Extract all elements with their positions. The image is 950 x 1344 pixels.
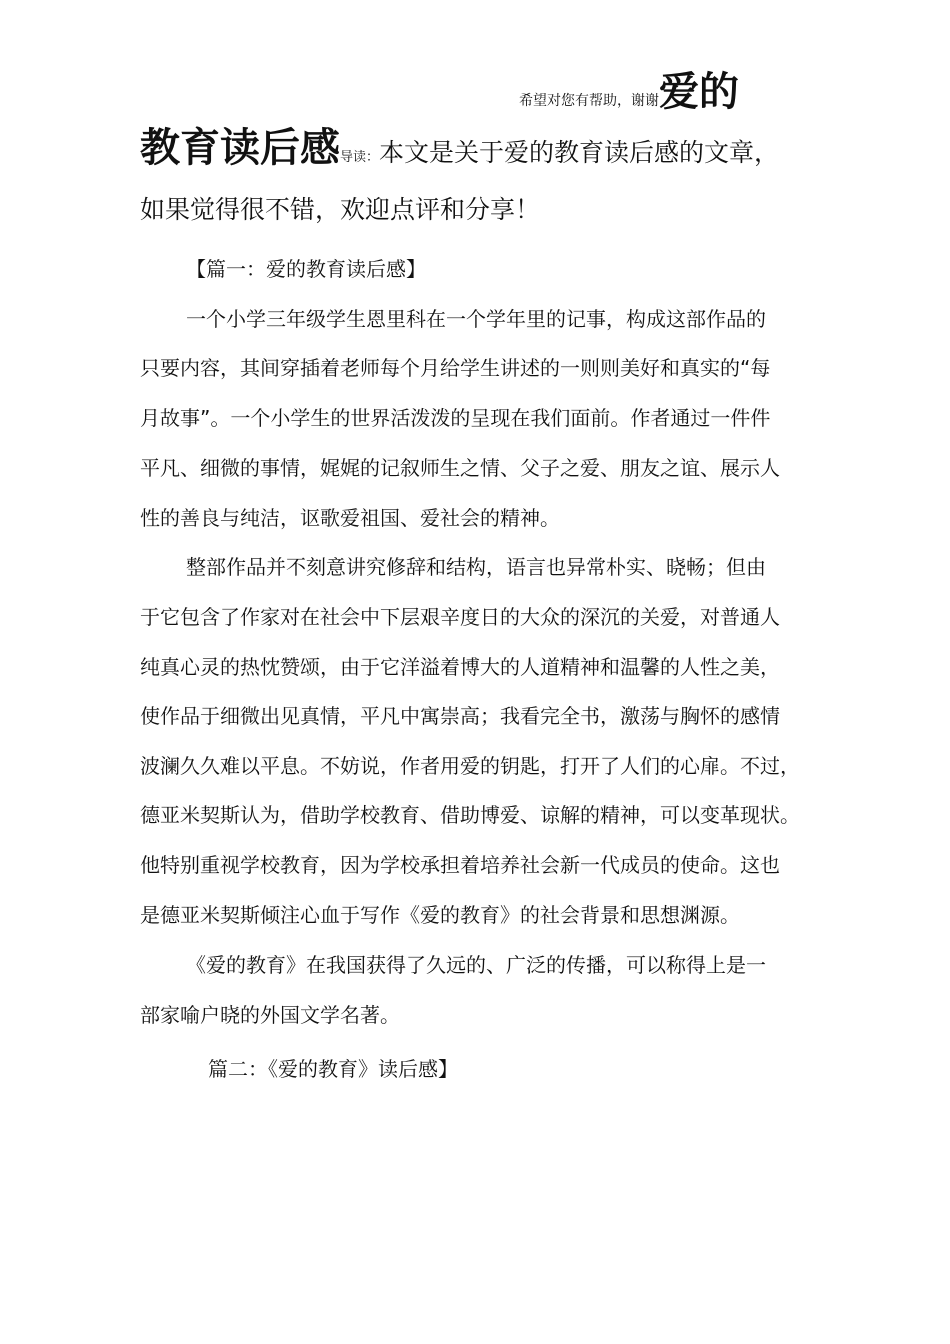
paragraph-line: 他特别重视学校教育，因为学校承担着培养社会新一代成员的使命。这也 xyxy=(140,853,780,877)
paragraph-line: 德亚米契斯认为，借助学校教育、借助博爱、谅解的精神，可以变革现状。 xyxy=(140,803,800,827)
paragraph-line: 《爱的教育》在我国获得了久远的、广泛的传播，可以称得上是一 xyxy=(186,953,766,977)
section1-heading: 【篇一：爱的教育读后感】 xyxy=(186,257,426,281)
header-line xyxy=(519,70,739,114)
intro-line2: 如果觉得很不错，欢迎点评和分享！ xyxy=(140,195,541,224)
paragraph-line: 平凡、细微的事情，娓娓的记叙师生之情、父子之爱、朋友之谊、展示人 xyxy=(140,456,780,480)
paragraph-line: 一个小学三年级学生恩里科在一个学年里的记事，构成这部作品的 xyxy=(186,307,766,331)
intro-line1: 本文是关于爱的教育读后感的文章， xyxy=(379,138,780,167)
paragraph-line: 部家喻户晓的外国文学名著。 xyxy=(140,1003,400,1027)
paragraph-line: 波澜久久难以平息。不妨说，作者用爱的钥匙，打开了人们的心扉。不过， xyxy=(140,754,800,778)
title-part2: 教育读后感 xyxy=(140,125,340,171)
paragraph-line: 于它包含了作家对在社会中下层艰辛度日的大众的深沉的关爱，对普通人 xyxy=(140,605,780,629)
paragraph-line: 使作品于细微出见真情，平凡中寓崇高；我看完全书，激荡与胸怀的感情 xyxy=(140,704,780,728)
title-line xyxy=(140,126,779,170)
title-part1: 爱的 xyxy=(659,69,739,115)
section2-heading: 篇二：《爱的教育》读后感】 xyxy=(208,1057,458,1081)
intro-label: 导读： xyxy=(340,150,380,165)
paragraph-line: 纯真心灵的热忱赞颂，由于它洋溢着博大的人道精神和温馨的人性之美， xyxy=(140,655,780,679)
paragraph-line: 只要内容，其间穿插着老师每个月给学生讲述的一则则美好和真实的“每 xyxy=(140,356,771,380)
paragraph-line: 月故事”。一个小学生的世界活泼泼的呈现在我们面前。作者通过一件件 xyxy=(140,406,771,430)
paragraph-line: 是德亚米契斯倾注心血于写作《爱的教育》的社会背景和思想渊源。 xyxy=(140,903,740,927)
paragraph-line: 性的善良与纯洁，讴歌爱祖国、爱社会的精神。 xyxy=(140,506,560,530)
paragraph-line: 整部作品并不刻意讲究修辞和结构，语言也异常朴实、晓畅；但由 xyxy=(186,555,766,579)
header-note: 希望对您有帮助，谢谢 xyxy=(519,93,659,109)
